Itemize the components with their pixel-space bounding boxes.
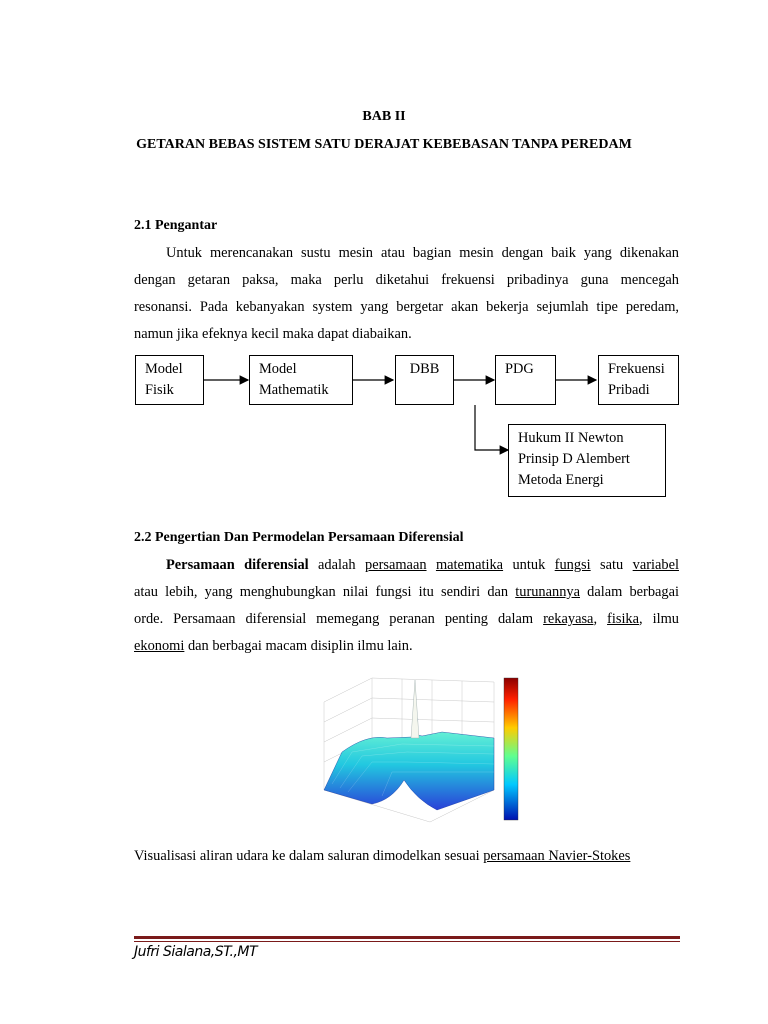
- box-model-mathematik: [249, 355, 353, 405]
- box-frekuensi-pribadi: [598, 355, 679, 405]
- section-heading-pengantar: 2.1 Pengantar: [134, 218, 218, 233]
- link-fisika[interactable]: fisika: [607, 611, 640, 627]
- figure-caption: Visualisasi aliran udara ke dalam saluran dimodelkan sesuai persamaan Navier-Stokes: [134, 848, 631, 864]
- box-line: DBB: [409, 361, 440, 377]
- box-line: Mathematik: [259, 382, 329, 398]
- link-variabel[interactable]: variabel: [632, 557, 679, 573]
- box-model-fisik: [135, 355, 204, 405]
- link-persamaan[interactable]: persamaan: [365, 557, 427, 573]
- paragraph-line: Persamaan diferensial adalah persamaan matematika untuk fungsi satu variabel: [166, 557, 679, 573]
- link-matematika[interactable]: matematika: [435, 557, 504, 573]
- term-persamaan-diferensial: Persamaan diferensial: [166, 557, 309, 573]
- paragraph-line: orde. Persamaan diferensial memegang peranan penting dalam rekayasa, fisika, ilmu: [134, 611, 679, 627]
- paragraph-line: ekonomi dan berbagai macam disiplin ilmu lain.: [134, 638, 413, 654]
- navier-stokes-surface-figure: [312, 672, 524, 834]
- box-pdg: [495, 355, 556, 405]
- arrow-pdg-to-methods: [475, 405, 508, 450]
- box-line: Metoda Energi: [518, 472, 604, 488]
- section-heading-pengertian: 2.2 Pengertian Dan Permodelan Persamaan Diferensial: [134, 530, 464, 545]
- box-line: Frekuensi: [608, 361, 665, 377]
- box-line: Prinsip D Alembert: [518, 451, 630, 467]
- box-methods: [508, 424, 666, 497]
- box-line: Hukum II Newton: [518, 430, 624, 446]
- paragraph-pengertian: [134, 552, 679, 660]
- footer-rule: [134, 936, 680, 939]
- paragraph-line: namun jika efeknya kecil maka dapat diabaikan.: [134, 326, 412, 342]
- paragraph-line: dengan getaran paksa, maka perlu diketahui frekuensi pribadinya guna mencegah: [134, 272, 679, 288]
- link-fungsi[interactable]: fungsi: [554, 557, 591, 573]
- box-line: Pribadi: [608, 382, 650, 398]
- paragraph-line: resonansi. Pada kebanyakan system yang bergetar akan bekerja sejumlah tipe peredam,: [134, 299, 679, 315]
- box-line: Model: [259, 361, 297, 377]
- link-turunannya[interactable]: turunannya: [515, 584, 580, 600]
- box-line: Fisik: [145, 382, 174, 398]
- link-ekonomi[interactable]: ekonomi: [134, 638, 185, 654]
- footer-author: Jufri Sialana,ST.,MT: [134, 944, 258, 960]
- box-dbb: [395, 355, 454, 405]
- footer-rule-thin: [134, 941, 680, 942]
- link-rekayasa[interactable]: rekayasa: [543, 611, 594, 627]
- surface-peak: [411, 680, 419, 738]
- paragraph-line: Untuk merencanakan sustu mesin atau bagian mesin dengan baik yang dikenakan: [166, 245, 679, 261]
- colorbar: [504, 678, 518, 820]
- chapter-title: GETARAN BEBAS SISTEM SATU DERAJAT KEBEBASAN TANPA PEREDAM: [136, 137, 632, 152]
- paragraph-line: atau lebih, yang menghubungkan nilai fungsi itu sendiri dan turunannya dalam berbagai: [134, 584, 679, 600]
- link-navier-stokes[interactable]: persamaan Navier-Stokes: [483, 848, 631, 864]
- chapter-label: BAB II: [362, 109, 406, 124]
- box-line: PDG: [505, 361, 534, 377]
- surface-mesh: [324, 719, 494, 810]
- box-line: Model: [145, 361, 183, 377]
